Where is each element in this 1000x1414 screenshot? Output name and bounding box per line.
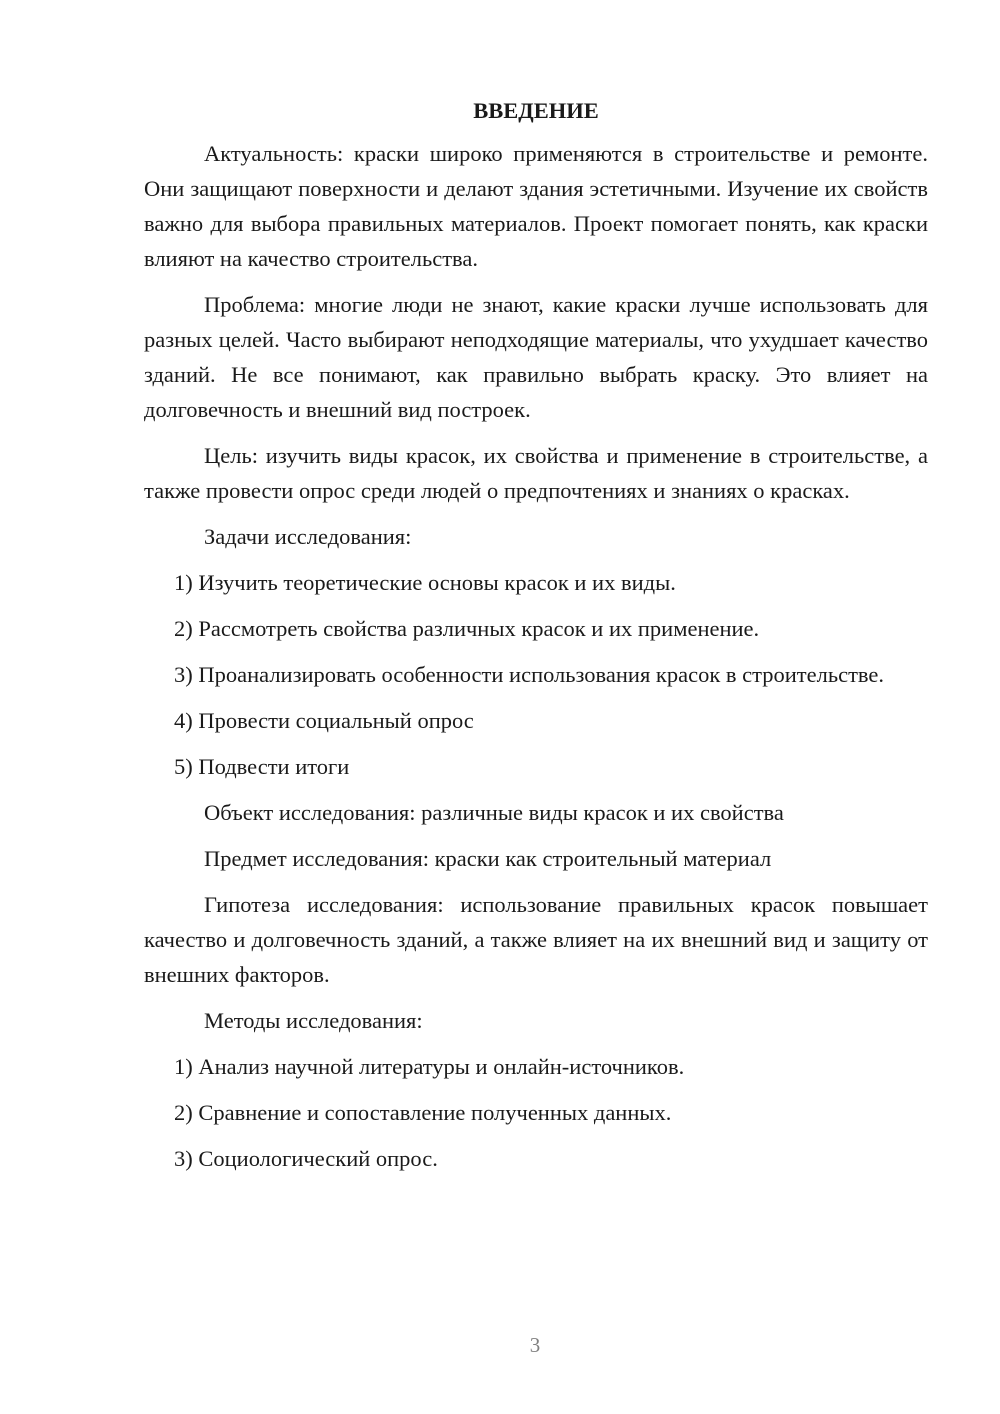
- hypothesis-paragraph: Гипотеза исследования: использование правильных красок повышает качество и долговечность зданий, а также влияет на их внешний вид и защиту от внешних факторов.: [144, 892, 928, 987]
- task-item: 3) Проанализировать особенности использования красок в строительстве.: [174, 662, 885, 687]
- method-item: 2) Сравнение и сопоставление полученных данных.: [174, 1100, 672, 1125]
- task-item: 4) Провести социальный опрос: [174, 708, 474, 733]
- goal-paragraph: Цель: изучить виды красок, их свойства и применение в строительстве, а также провести опрос среди людей о предпочтениях и знаниях о красках.: [144, 443, 928, 503]
- problem-paragraph: Проблема: многие люди не знают, какие краски лучше использовать для разных целей. Часто выбирают неподходящие материалы, что ухудшает качество зданий. Не все понимают, как правильно выбрать краску. Это влияет на долговечность и внешний вид построек.: [144, 292, 928, 422]
- page-title: ВВЕДЕНИЕ: [473, 98, 599, 123]
- task-item: 5) Подвести итоги: [174, 754, 350, 779]
- method-item: 3) Социологический опрос.: [174, 1146, 438, 1171]
- task-item: 2) Рассмотреть свойства различных красок и их применение.: [174, 616, 760, 641]
- document-page: [144, 96, 928, 1187]
- relevance-paragraph: Актуальность: краски широко применяются в строительстве и ремонте. Они защищают поверхности и делают здания эстетичными. Изучение их свойств важно для выбора правильных материалов. Проект помогает понять, как краски влияют на качество строительства.: [144, 141, 928, 271]
- methods-title: Методы исследования:: [204, 1008, 423, 1033]
- task-item: 1) Изучить теоретические основы красок и их виды.: [174, 570, 676, 595]
- method-item: 1) Анализ научной литературы и онлайн-источников.: [174, 1054, 685, 1079]
- page-number: 3: [529, 1333, 541, 1357]
- tasks-title: Задачи исследования:: [204, 524, 412, 549]
- subject-paragraph: Предмет исследования: краски как строительный материал: [204, 846, 772, 871]
- object-paragraph: Объект исследования: различные виды красок и их свойства: [204, 800, 784, 825]
